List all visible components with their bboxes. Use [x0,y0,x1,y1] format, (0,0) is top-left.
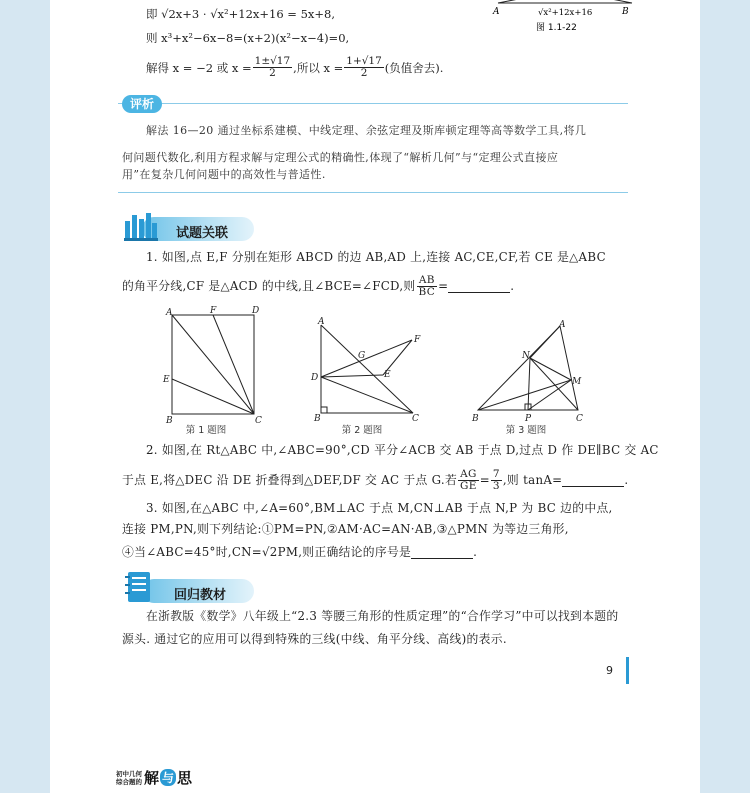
fig3-label-m: M [572,377,582,387]
equation-line-1: 即 √2x+3 · √x²+12x+16 = 5x+8, [146,7,336,21]
figure-q3 [468,318,593,438]
fraction-denominator: GE [460,479,477,492]
figure-q1 [158,303,268,438]
fraction-1 [253,56,293,79]
q1-answer-blank[interactable] [448,280,510,293]
fig1-label-a: A [166,308,173,318]
figure-q2 [308,315,428,438]
fig2-label-f: F [414,335,421,345]
q2-text-c: ,则 tanA= [502,473,563,487]
page-number: 9 [606,664,613,677]
analysis-top-rule [118,103,628,104]
fig1-caption: 第 1 题图 [185,425,227,436]
footer-small-1: 初中几何 [116,769,142,778]
q3-text-a: ④当∠ABC=45°时,CN=√2PM,则正确结论的序号是 [122,545,412,559]
fig2-label-a: A [318,317,325,327]
fig2-caption: 第 2 题图 [341,425,383,436]
textbook-line-2: 源头. 通过它的应用可以得到特殊的三线(中线、角平分线、高线)的表示. [122,632,507,646]
solution-text-c: (负值舍去). [384,60,444,75]
fraction-denominator: 3 [492,479,500,492]
fraction-denominator: 2 [360,67,368,79]
textbook-line-1: 在浙教版《数学》八年级上“2.3 等腰三角形的性质定理”的“合作学习”中可以找到本题的 [146,609,619,623]
q2-text-d: . [624,473,629,487]
q2-fraction-7-3 [491,469,502,492]
analysis-bottom-rule [118,192,628,193]
q1-fraction [417,275,438,298]
q3-line-1: 3. 如图,在△ABC 中,∠A=60°,BM⊥AC 于点 M,CN⊥AB 于点 N,P 为 BC 边的中点, [146,501,613,515]
q1-text-b: = [438,279,449,293]
fraction-denominator: 2 [269,67,276,79]
fraction-2 [344,56,384,79]
fig2-label-e: E [384,370,391,380]
analysis-line-3: 用”在复杂几何问题中的高效性与普适性. [122,168,326,181]
figure-1-1-22 [490,0,640,35]
fraction-numerator: 7 [492,467,500,480]
q2-fraction-ag-ge [458,469,479,492]
footer-small-2: 综合题的 [116,777,142,786]
footer-big-1: 解 [144,769,160,787]
equation-line-2: 则 x³+x²−6x−8=(x+2)(x²−x−4)=0, [146,31,350,45]
fig2-label-g: G [358,351,366,361]
q3-line-3 [122,538,477,566]
q3-line-2: 连接 PM,PN,则下列结论:①PM=PN,②AM·AC=AN·AB,③△PMN 为等边三角形, [122,522,569,536]
fig1-label-e: E [163,375,170,385]
fraction-numerator: AB [418,273,435,286]
fig-label-b: B [622,7,629,17]
q1-line-2 [122,272,514,300]
fig3-label-c: C [576,414,583,424]
fig2-label-b: B [314,414,321,424]
fig2-label-d: D [311,373,319,383]
page [50,0,700,793]
notebook-icon [124,570,154,604]
q1-text-c: . [510,279,515,293]
page-number-marker [626,657,629,684]
fig3-label-n: N [522,351,530,361]
q2-line-2 [122,466,628,494]
footer-big-3: 思 [177,769,193,787]
fig1-label-b: B [166,416,173,426]
q1-line-1: 1. 如图,点 E,F 分别在矩形 ABCD 的边 AB,AD 上,连接 AC,CE,CF,若 CE 是△ABC [146,250,606,264]
fig3-label-p: P [525,414,532,424]
footer-big-2: 与 [162,771,175,785]
analysis-tag: 评析 [122,95,162,113]
equation-line-3 [146,56,443,79]
fig3-label-a: A [559,320,566,330]
fraction-numerator: AG [460,467,477,480]
fig1-label-c: C [255,416,262,426]
solution-text-a: 解得 x = −2 或 x = [146,60,252,75]
fig2-label-c: C [412,414,419,424]
q2-answer-blank[interactable] [562,474,624,487]
q2-line-1: 2. 如图,在 Rt△ABC 中,∠ABC=90°,CD 平分∠ACB 交 AB 于点 D,过点 D 作 DE∥BC 交 AC [146,443,659,457]
fraction-denominator: BC [418,285,436,298]
fig3-label-b: B [472,414,479,424]
fig1-label-f: F [210,306,217,316]
footer-logo [116,767,192,788]
fig3-caption: 第 3 题图 [505,425,547,436]
q1-text-a: 的角平分线,CF 是△ACD 的中线,且∠BCE=∠FCD,则 [122,279,416,293]
analysis-line-1: 解法 16—20 通过坐标系建模、中线定理、余弦定理及斯库顿定理等高等数学工具,将几 [146,124,587,137]
footer-small-text [116,770,142,786]
q3-text-b: . [473,545,478,559]
q2-text-b: = [479,473,490,487]
fraction-numerator: 1+√17 [346,55,382,67]
fraction-numerator: 1±√17 [254,55,291,67]
q3-answer-blank[interactable] [411,546,473,559]
section-title-related: 试题关联 [176,226,229,241]
fig-caption: 图 1.1-22 [536,23,577,33]
solution-text-b: ,所以 x = [293,60,344,75]
fig-label-a: A [493,7,500,17]
q2-text-a: 于点 E,将△DEC 沿 DE 折叠得到△DEF,DF 交 AC 于点 G.若 [122,473,458,487]
fig1-label-d: D [252,306,260,316]
fig-label-mid: √x²+12x+16 [538,8,593,18]
books-icon [124,211,158,241]
section-title-textbook: 回归教材 [174,588,227,603]
analysis-line-2: 何问题代数化,利用方程求解与定理公式的精确性,体现了“解析几何”与“定理公式直接应 [122,151,559,164]
